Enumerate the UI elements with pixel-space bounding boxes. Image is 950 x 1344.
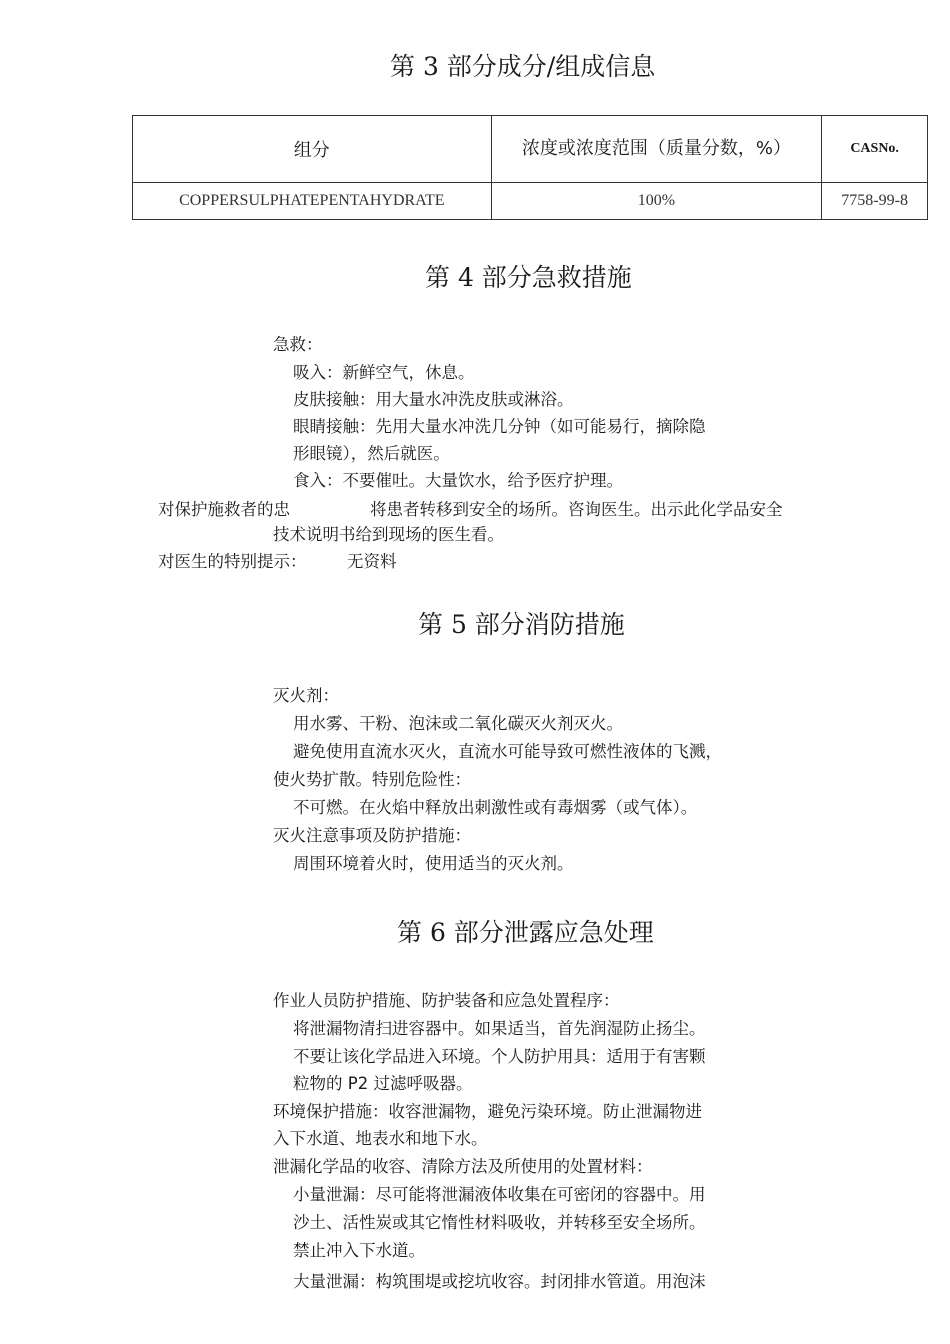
first-aid-ingestion: 食入：不要催吐。大量饮水，给予医疗护理。 — [293, 471, 623, 490]
doctor-note-text: 无资料 — [347, 552, 397, 571]
section-5-title: 第 5 部分消防措施 — [418, 610, 625, 639]
small-spill-text-2: 沙土、活性炭或其它惰性材料吸收，并转移至安全场所。 — [293, 1213, 706, 1232]
personal-precautions-text-2: 不要让该化学品进入环境。个人防护用具：适用于有害颗 — [293, 1047, 706, 1066]
avoid-water-jet-text: 避免使用直流水灭火，直流水可能导致可燃性液体的飞溅， — [293, 742, 722, 761]
section-6-title: 第 6 部分泄露应急处理 — [397, 918, 654, 947]
cell-cas: 7758-99-8 — [822, 183, 928, 220]
header-cas: CASNo. — [822, 116, 928, 183]
first-aid-inhalation: 吸入：新鲜空气，休息。 — [293, 363, 475, 382]
extinguishing-media-heading: 灭火剂： — [273, 686, 339, 705]
firefighting-precautions-text: 周围环境着火时，使用适当的灭火剂。 — [293, 854, 574, 873]
table-row — [133, 183, 928, 220]
section-3-title: 第 3 部分成分/组成信息 — [390, 52, 656, 81]
firefighting-precautions-heading: 灭火注意事项及防护措施： — [273, 826, 471, 845]
composition-table — [132, 115, 928, 220]
extinguishing-media-text: 用水雾、干粉、泡沫或二氧化碳灭火剂灭火。 — [293, 714, 623, 733]
cell-component: COPPERSULPHATEPENTAHYDRATE — [133, 183, 492, 220]
header-concentration: 浓度或浓度范围（质量分数，%） — [491, 116, 822, 183]
small-spill-text-3: 禁止冲入下水道。 — [293, 1241, 425, 1260]
first-aid-eyes: 眼睛接触：先用大量水冲洗几分钟（如可能易行，摘除隐 — [293, 417, 706, 436]
rescuer-protection-label: 对保护施救者的忠 — [158, 500, 290, 519]
rescuer-protection-text: 将患者转移到安全的场所。咨询医生。出示此化学品安全 — [370, 500, 783, 519]
containment-methods-heading: 泄漏化学品的收容、清除方法及所使用的处置材料： — [273, 1157, 653, 1176]
first-aid-eyes-cont: 形眼镜），然后就医。 — [293, 444, 450, 463]
environmental-precautions-cont: 入下水道、地表水和地下水。 — [273, 1129, 488, 1148]
first-aid-skin: 皮肤接触：用大量水冲洗皮肤或淋浴。 — [293, 390, 574, 409]
header-component: 组分 — [133, 116, 492, 183]
table-header-row — [133, 116, 928, 183]
personal-precautions-text-1: 将泄漏物清扫进容器中。如果适当，首先润湿防止扬尘。 — [293, 1019, 706, 1038]
personal-precautions-text-3: 粒物的 P2 过滤呼吸器。 — [293, 1074, 473, 1093]
rescuer-protection-text-cont: 技术说明书给到现场的医生看。 — [273, 525, 504, 544]
small-spill-text-1: 小量泄漏：尽可能将泄漏液体收集在可密闭的容器中。用 — [293, 1185, 706, 1204]
personal-precautions-heading: 作业人员防护措施、防护装备和应急处置程序： — [273, 991, 620, 1010]
doctor-note-label: 对医生的特别提示： — [158, 552, 307, 571]
cell-concentration: 100% — [491, 183, 822, 220]
section-4-title: 第 4 部分急救措施 — [425, 263, 632, 292]
special-hazard-text: 不可燃。在火焰中释放出刺激性或有毒烟雾（或气体）。 — [293, 798, 698, 817]
large-spill-text: 大量泄漏：构筑围堤或挖坑收容。封闭排水管道。用泡沫 — [293, 1272, 706, 1291]
avoid-water-jet-cont: 使火势扩散。特别危险性： — [273, 770, 471, 789]
environmental-precautions-text: 环境保护措施：收容泄漏物，避免污染环境。防止泄漏物进 — [273, 1102, 702, 1121]
first-aid-heading: 急救： — [273, 335, 323, 354]
